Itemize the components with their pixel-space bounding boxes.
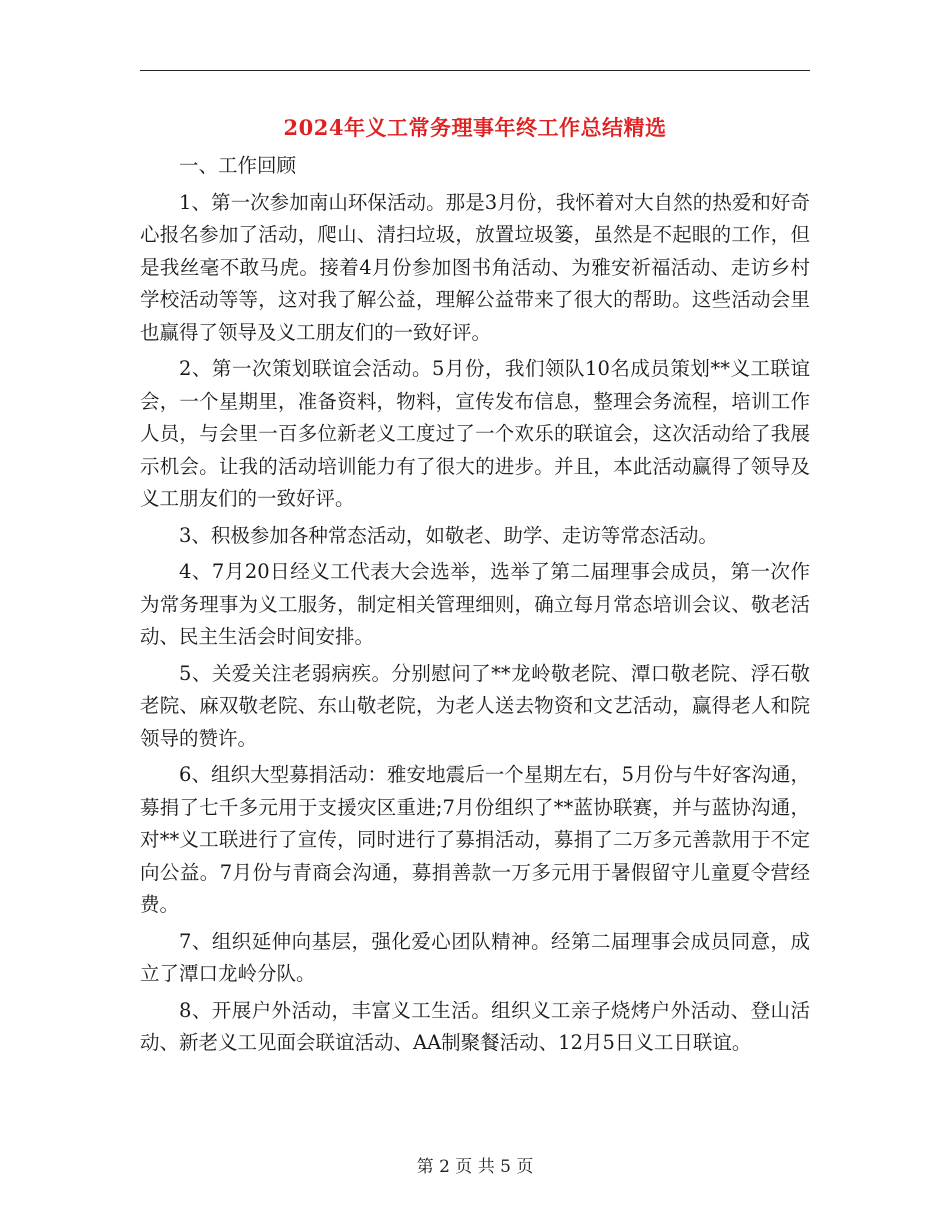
document-body [140, 150, 810, 1064]
document-title: 2024年义工常务理事年终工作总结精选 [283, 115, 667, 140]
paragraph-4: 4、7月20日经义工代表大会选举，选举了第二届理事会成员，第一次作为常务理事为义工服务，制定相关管理细则，确立每月常态培训会议、敬老活动、民主生活会时间安排。 [140, 560, 810, 648]
paragraph-5: 5、关爱关注老弱病疾。分别慰问了**龙岭敬老院、潭口敬老院、浮石敬老院、麻双敬老院、东山敬老院，为老人送去物资和文艺活动，赢得老人和院领导的赞许。 [140, 661, 810, 750]
paragraph-3: 3、积极参加各种常态活动，如敬老、助学、走访等常态活动。 [179, 523, 718, 547]
page-footer: 第 2 页 共 5 页 [416, 1157, 534, 1177]
paragraph-2: 2、第一次策划联谊会活动。5月份，我们领队10名成员策划**义工联谊会，一个星期里，准备资料，物料，宣传发布信息，整理会务流程，培训工作人员，与会里一百多位新老义工度过了一个欢乐的联谊会，这次活动给了我展示机会。让我的活动培训能力有了很大的进步。并且，本此活动赢得了领导及义工朋友们的一致好评。 [140, 357, 810, 510]
paragraph-7: 7、组织延伸向基层，强化爱心团队精神。经第二届理事会成员同意，成立了潭口龙岭分队。 [140, 929, 810, 985]
paragraph-6: 6、组织大型募捐活动：雅安地震后一个星期左右，5月份与牛好客沟通，募捐了七千多元用于支援灾区重进;7月份组织了**蓝协联赛，并与蓝协沟通，对**义工联进行了宣传，同时进行了募捐活动，募捐了二万多元善款用于不定向公益。7月份与青商会沟通，募捐善款一万多元用于暑假留守儿童夏令营经费。 [140, 763, 810, 916]
paragraph-8: 8、开展户外活动，丰富义工生活。组织义工亲子烧烤户外活动、登山活动、新老义工见面会联谊活动、AA制聚餐活动、12月5日义工日联谊。 [140, 998, 810, 1054]
paragraph-1: 1、第一次参加南山环保活动。那是3月份，我怀着对大自然的热爱和好奇心报名参加了活动，爬山、清扫垃圾，放置垃圾篓，虽然是不起眼的工作，但是我丝毫不敢马虎。接着4月份参加图书角活动、为雅安祈福活动、走访乡村学校活动等等，这对我了解公益，理解公益带来了很大的帮助。这些活动会里也赢得了领导及义工朋友们的一致好评。 [140, 190, 810, 344]
section-heading: 一、工作回顾 [179, 154, 297, 177]
header-rule [140, 70, 810, 71]
